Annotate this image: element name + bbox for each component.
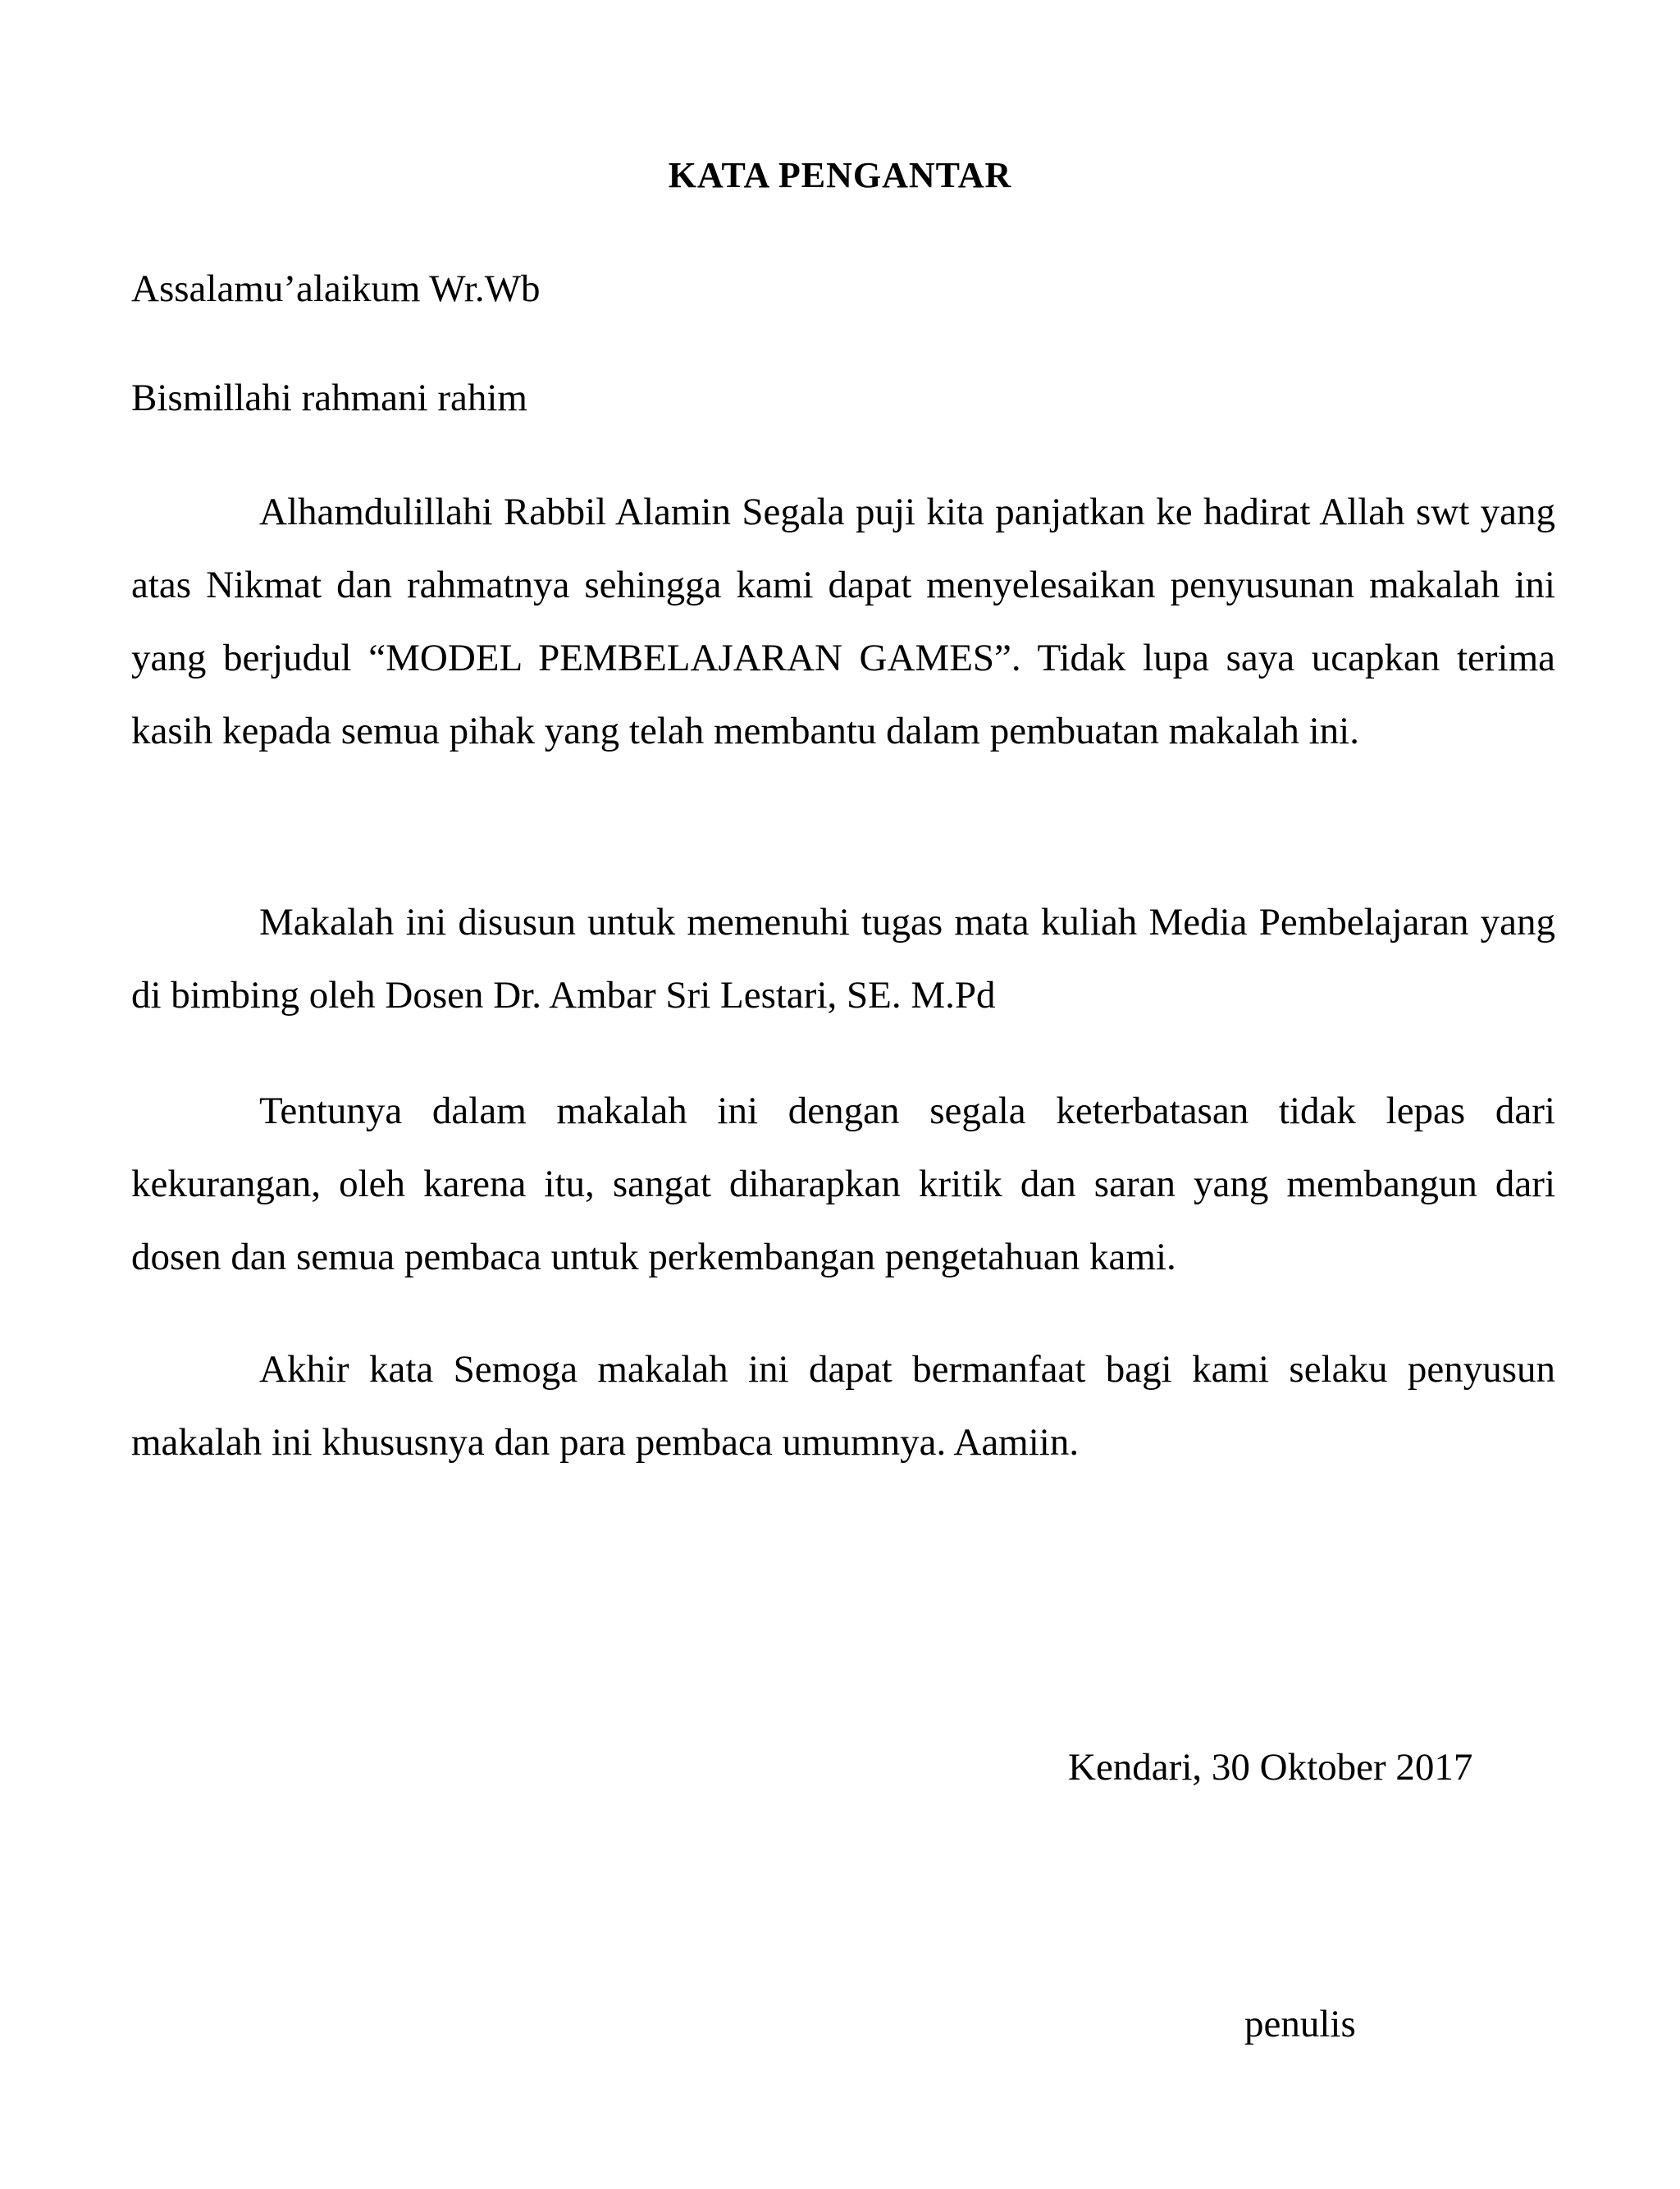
paragraph-closing: Akhir kata Semoga makalah ini dapat bermanfaat bagi kami selaku penyusun makalah ini khususnya dan para pembaca umumnya. Aamiin. [131,1348,1555,1464]
basmalah-text: Bismillahi rahmani rahim [131,377,527,419]
paragraph-purpose: Makalah ini disusun untuk memenuhi tugas mata kuliah Media Pembelajaran yang di bimbing oleh Dosen Dr. Ambar Sri Lestari, SE. M.Pd [131,901,1555,1017]
paragraph-limitations: Tentunya dalam makalah ini dengan segala keterbatasan tidak lepas dari kekurangan, oleh karena itu, sangat diharapkan kritik dan saran yang membangun dari dosen dan semua pembaca untuk perkembangan pengetahuan kami. [131,1090,1555,1278]
paragraph-opening: Alhamdulillahi Rabbil Alamin Segala puji kita panjatkan ke hadirat Allah swt yang atas Nikmat dan rahmatnya sehingga kami dapat menyelesaikan penyusunan makalah ini yang berjudul “MODEL PEMBELAJARAN GAMES”. Tidak lupa saya ucapkan terima kasih kepada semua pihak yang telah membantu dalam pembuatan makalah ini. [131,491,1555,752]
page-title: KATA PENGANTAR [668,155,1012,195]
author-signature: penulis [1244,2003,1356,2045]
place-date: Kendari, 30 Oktober 2017 [1068,1746,1473,1789]
greeting-text: Assalamu’alaikum Wr.Wb [131,267,541,310]
